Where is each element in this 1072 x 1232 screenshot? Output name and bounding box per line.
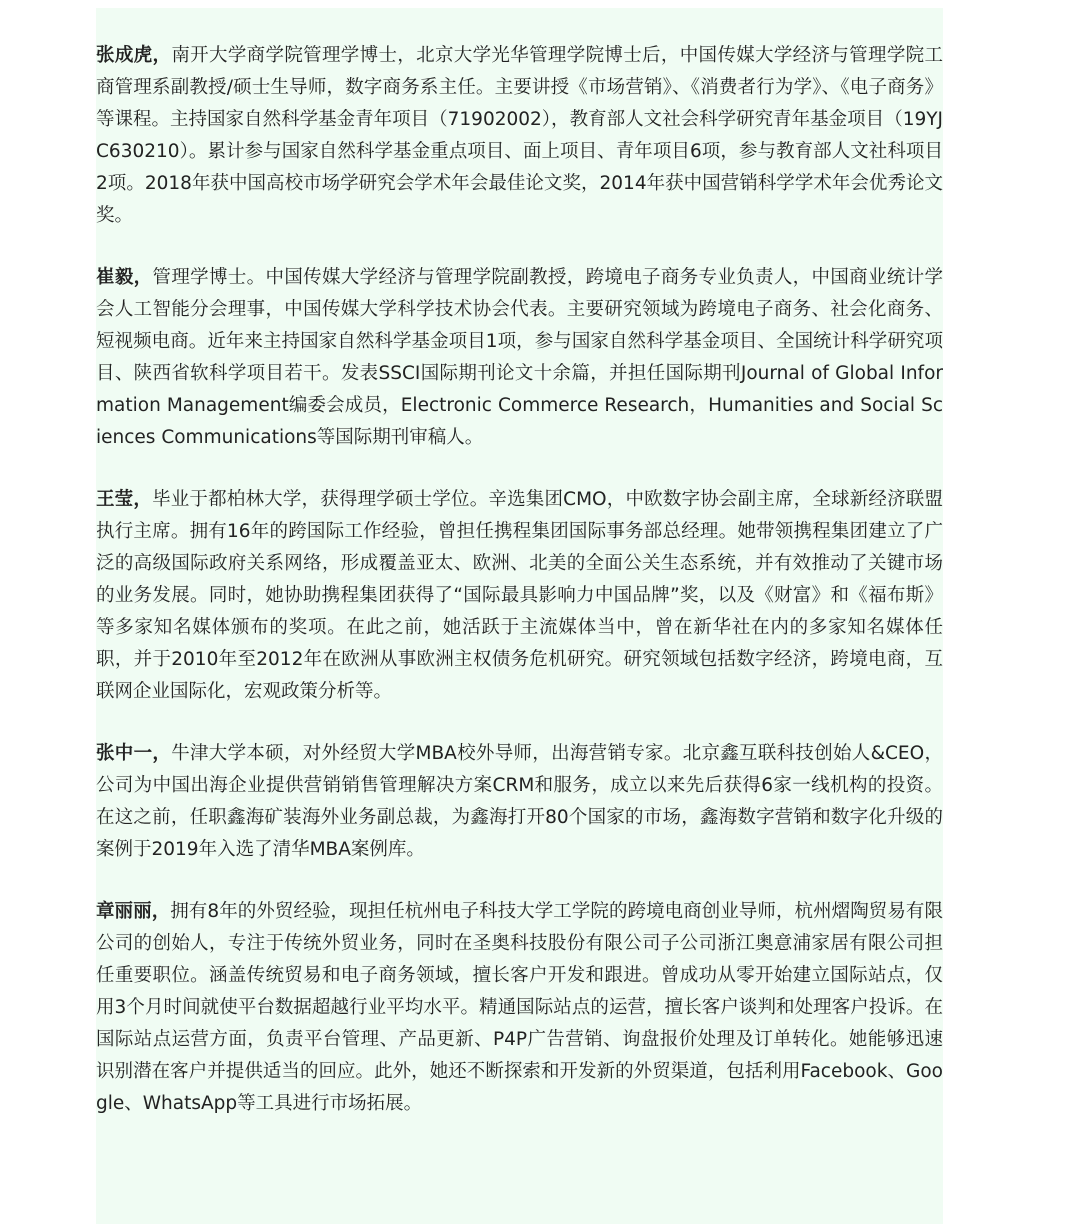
bio-text: 毕业于都柏林大学，获得理学硕士学位。辛选集团CMO，中欧数字协会副主席，全球新经济联盟执行主席。拥有16年的跨国际工作经验，曾担任携程集团国际事务部总经理。她带领携程集团建立了广泛的高级国际政府关系网络，形成覆盖亚太、欧洲、北美的全面公关生态系统，并有效推动了关键市场的业务发展。同时，她协助携程集团获得了“国际最具影响力中国品牌”奖，以及《财富》和《福布斯》等多家知名媒体颁布的奖项。在此之前，她活跃于主流媒体当中，曾在新华社在内的多家知名媒体任职，并于2010年至2012年在欧洲从事欧洲主权债务危机研究。研究领域包括数字经济，跨境电商，互联网企业国际化，宏观政策分析等。 xyxy=(96,489,943,702)
bio-name: 章丽丽 xyxy=(96,901,152,922)
bio-text: 牛津大学本硕，对外经贸大学MBA校外导师，出海营销专家。北京鑫互联科技创始人&CEO，公司为中国出海企业提供营销销售管理解决方案CRM和服务，成立以来先后获得6家一线机构的投资。在这之前，任职鑫海矿装海外业务副总裁，为鑫海打开80个国家的市场，鑫海数字营销和数字化升级的案例于2019年入选了清华MBA案例库。 xyxy=(96,743,943,860)
bio-zhang-chenghu xyxy=(96,40,943,232)
bio-name: 张成虎 xyxy=(96,45,153,66)
bio-separator: ， xyxy=(133,267,153,288)
bio-wang-ying xyxy=(96,484,943,708)
bio-zhang-lili xyxy=(96,896,943,1120)
bio-separator: ， xyxy=(133,489,153,510)
bio-name: 崔毅 xyxy=(96,267,134,288)
bio-name: 张中一 xyxy=(96,743,153,764)
bio-panel xyxy=(96,8,943,1224)
bio-text: 管理学博士。中国传媒大学经济与管理学院副教授，跨境电子商务专业负责人，中国商业统计学会人工智能分会理事，中国传媒大学科学技术协会代表。主要研究领域为跨境电子商务、社会化商务、短视频电商。近年来主持国家自然科学基金项目1项，参与国家自然科学基金项目、全国统计科学研究项目、陕西省软科学项目若干。发表SSCI国际期刊论文十余篇，并担任国际期刊Journal of Global Information Management编委会成员，Electronic Commerce Research，Humanities and Social Sciences Communications等国际期刊审稿人。 xyxy=(96,267,943,448)
bio-separator: ， xyxy=(152,45,172,66)
bio-name: 王莹 xyxy=(96,489,134,510)
bio-text: 南开大学商学院管理学博士，北京大学光华管理学院博士后，中国传媒大学经济与管理学院工商管理系副教授/硕士生导师，数字商务系主任。主要讲授《市场营销》、《消费者行为学》、《电子商务》等课程。主持国家自然科学基金青年项目（71902002），教育部人文社会科学研究青年基金项目（19YJC630210）。累计参与国家自然科学基金重点项目、面上项目、青年项目6项，参与教育部人文社科项目2项。2018年获中国高校市场学研究会学术年会最佳论文奖，2014年获中国营销科学学术年会优秀论文奖。 xyxy=(96,45,943,226)
bio-separator: ， xyxy=(152,743,172,764)
bio-cui-yi xyxy=(96,262,943,454)
bio-separator: ， xyxy=(151,901,171,922)
bio-text: 拥有8年的外贸经验，现担任杭州电子科技大学工学院的跨境电商创业导师，杭州熠陶贸易有限公司的创始人，专注于传统外贸业务，同时在圣奥科技股份有限公司子公司浙江奥意浦家居有限公司担任重要职位。涵盖传统贸易和电子商务领域，擅长客户开发和跟进。曾成功从零开始建立国际站点，仅用3个月时间就使平台数据超越行业平均水平。精通国际站点的运营，擅长客户谈判和处理客户投诉。在国际站点运营方面，负责平台管理、产品更新、P4P广告营销、询盘报价处理及订单转化。她能够迅速识别潜在客户并提供适当的回应。此外，她还不断探索和开发新的外贸渠道，包括利用Facebook、Google、WhatsApp等工具进行市场拓展。 xyxy=(96,901,943,1114)
bio-zhang-zhongyi xyxy=(96,738,943,866)
